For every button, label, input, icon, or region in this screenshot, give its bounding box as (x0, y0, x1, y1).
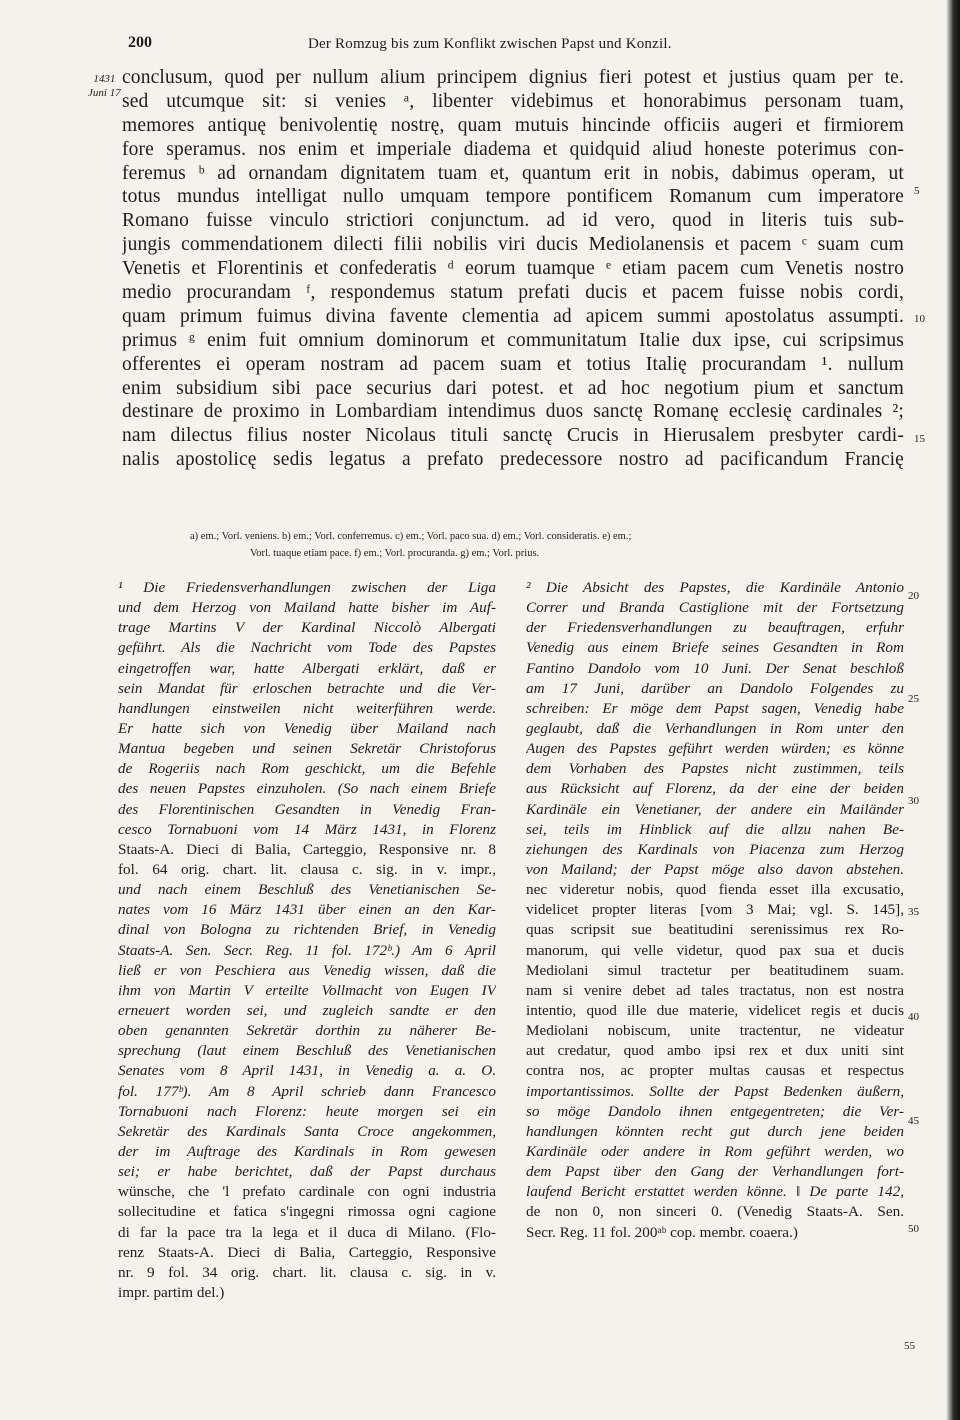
main-text (122, 66, 904, 472)
footnote-right-line: Correr und Branda Castiglione mit der Fortsetzung (526, 599, 904, 617)
main-text-line: feremus ᵇ ad ornandam dignitatem tuam et, quantum erit in nobis, dabimus operam, ut (122, 162, 904, 184)
footnote-right-line: Kardinäle oder andere in Rom geführt werden, wo (526, 1142, 904, 1160)
footnote-right-line: Secr. Reg. 11 fol. 200ᵃᵇ cop. membr. coaera.) (526, 1223, 798, 1241)
footnote-line-number: 30 (908, 795, 919, 807)
footnote-left-line: Sekretär des Kardinals Santa Croce angekommen, (118, 1122, 496, 1140)
footnote-left-line: und nach einem Beschluß des Venetianischen Se- (118, 881, 496, 899)
main-text-line: totus mundus intelligat nullo umquam tempore pontificem Romanum cum imperatore (122, 186, 904, 208)
footnote-left-line: sein Mandat für erloschen betrachte und die Ver- (118, 679, 496, 697)
footnote-left-line: des neuen Papstes einzuholen. (So nach einem Briefe (118, 780, 496, 798)
main-text-line: enim subsidium sibi pace securius dari potest. et ad hoc negotium pium et sanctum (122, 377, 904, 399)
footnote-right-line: aut credatur, quod ambo ipsi rex et dux uniti sint (526, 1042, 904, 1060)
main-text-line: Venetis et Florentinis et confederatis ᵈ eorum tuamque ᵉ etiam pacem cum Venetis nostro (122, 258, 904, 280)
margin-date-day: Juni 17 (88, 87, 121, 99)
footnote-left-line: Er hatte sich von Venedig über Mailand nach (118, 719, 496, 737)
footnote-right-line: ² Die Absicht des Papstes, die Kardinäle Antonio (526, 579, 904, 596)
footnote-left-line: handlungen einstweilen nicht weiterführen werde. (118, 699, 496, 717)
footnote-right-line: contra nos, ac propter multas causas et respectus (526, 1062, 904, 1080)
footnote-left-line: cesco Tornabuoni vom 14 März 1431, in Florenz (118, 820, 496, 838)
footnote-left-line: oben genannten Sekretär dorthin zu näherer Be- (118, 1022, 496, 1040)
main-text-line: nam dilectus filius noster Nicolaus tituli sanctę Crucis in Hierusalem presbyter cardi- (122, 425, 904, 447)
footnote-left-line: wünsche, che 'l prefato cardinale con ogni industria (118, 1183, 496, 1201)
footnote-right-line: dem Vorhaben des Papstes nicht zustimmen, teils (526, 760, 904, 778)
footnote-line-number: 20 (908, 590, 919, 602)
main-text-line: quam primum fuimus divina favente clementia ad apicem summi apostolatus assumpti. (122, 305, 904, 327)
footnote-right-line: nec videretur nobis, quod fienda esset illa excusatio, (526, 881, 904, 899)
footnote-left-line: Tornabuoni nach Florenz: heute morgen sei ein (118, 1102, 496, 1120)
footnote-left-line: geführt. Als die Nachricht vom Tode des Papstes (118, 639, 496, 657)
footnote-left-line: trage Martins V der Kardinal Niccolò Albergati (118, 619, 496, 637)
footnote-left-line: Staats-A. Sen. Secr. Reg. 11 fol. 172ᵇ.) Am 6 April (118, 941, 496, 959)
main-text-line: offerentes ei operam nostram ad pacem suam et totius Italię procurandam ¹. nullum (122, 353, 904, 375)
footnote-right-line: geglaubt, daß die Verhandlungen in Rom unter den (526, 719, 904, 737)
footnote-left-line: Staats-A. Dieci di Balia, Carteggio, Responsive nr. 8 (118, 840, 496, 858)
footnote-left-line: de Rogeriis nach Rom geschickt, um die Befehle (118, 760, 496, 778)
footnote-right-line: Mediolani simul tractetur per beatitudinem suam. (526, 961, 904, 979)
footnote-right-line: Augen des Papstes geführt werden würden; es könne (526, 740, 904, 758)
footnote-left-line: fol. 177ᵇ). Am 8 April schrieb dann Francesco (118, 1082, 496, 1100)
footnote-right-line: der Friedensverhandlungen zu beauftragen, erfuhr (526, 619, 904, 637)
footnote-right-line: nam si venire debet ad tales tractatus, non est nostra (526, 981, 904, 999)
apparatus-line: a) em.; Vorl. veniens. b) em.; Vorl. conferremus. c) em.; Vorl. paco sua. d) em.; Vorl. consideratis. e) em.; (190, 531, 632, 542)
footnote-right-column (526, 578, 904, 1243)
footnote-left-line: Senates vom 8 April 1431, in Venedig a. a. O. (118, 1062, 496, 1080)
footnote-right-line: quas scripsit sue beatitudini serenissimus rex Ro- (526, 921, 904, 939)
footnote-right-line: handlungen könnten recht gut durch jene beiden (526, 1122, 904, 1140)
main-line-number: 15 (914, 433, 925, 445)
main-text-line: Romano fuisse vinculo strictiori conjunctum. ad id vero, quod in literis tuis sub- (122, 210, 904, 232)
footnote-left-line: impr. partim del.) (118, 1283, 225, 1301)
main-text-line: medio procurandam ᶠ, respondemus statum prefati ducis et pacem fuisse nobis cordi, (122, 282, 904, 304)
footnote-left-line: sei; er habe berichtet, daß der Papst durchaus (118, 1163, 496, 1181)
main-text-line: destinare de proximo in Lombardiam intendimus duos sanctę Romanę ecclesię cardinales ²; (122, 401, 904, 423)
footnote-right-line: Mediolani nobiscum, unite tractentur, ne videatur (526, 1022, 904, 1040)
footnote-left-line: ¹ Die Friedensverhandlungen zwischen der Liga (118, 579, 496, 596)
critical-apparatus (190, 528, 910, 562)
footnote-right-line: so möge Dandolo ihnen entgegentreten; die Ver- (526, 1102, 904, 1120)
footnote-left-line: der im Auftrage des Kardinals in Rom gewesen (118, 1142, 496, 1160)
apparatus-line: Vorl. tuaque etiam pace. f) em.; Vorl. procuranda. g) em.; Vorl. prius. (250, 548, 540, 559)
main-line-number: 10 (914, 313, 925, 325)
page-binding-shadow (946, 0, 960, 1420)
main-text-line: jungis commendationem dilecti filii nobilis viri ducis Mediolanensis et pacem ᶜ suam cum (122, 234, 904, 256)
signature-mark: 55 (904, 1340, 915, 1352)
main-line-number: 5 (914, 185, 920, 197)
main-text-line: fore speramus. nos enim et imperiale diadema et quidquid aliud honeste poterimus con- (122, 138, 904, 160)
footnote-left-line: und dem Herzog von Mailand hatte bisher im Auf- (118, 599, 496, 617)
main-text-line: memores antiquę benivolentię nostrę, quam mutuis hincinde officiis augeri et firmiorem (122, 114, 904, 136)
margin-date-year: 1431 (93, 73, 116, 85)
footnote-left-line: fol. 64 orig. chart. lit. clausa c. sig. in v. impr., (118, 860, 496, 878)
footnote-right-line: Kardinäle ein Venetianer, der andere ein Mailänder (526, 800, 904, 818)
footnote-left-line: eingetroffen war, hatte Albergati erklärt, daß er (118, 659, 496, 677)
footnote-right-line: manorum, qui velle videtur, quod pax sua et ducis (526, 941, 904, 959)
footnote-line-number: 50 (908, 1223, 919, 1235)
main-text-line: sed utcumque sit: si venies ᵃ, libenter videbimus et honorabimus personam tuam, (122, 90, 904, 112)
margin-date (88, 72, 121, 100)
main-text-line: primus ᵍ enim fuit omnium dominorum et communitatum Italie dux ipse, cui scripsimus (122, 329, 904, 351)
footnote-right-line: aus Rücksicht auf Florenz, da der eine der beiden (526, 780, 904, 798)
footnote-left-line: di far la pace tra la lega et il duca di Milano. (Flo- (118, 1223, 496, 1241)
footnote-left-column (118, 578, 496, 1303)
footnote-left-line: Mantua begeben und seinen Sekretär Christoforus (118, 740, 496, 758)
footnote-left-line: erneuert worden sei, und zugleich sandte er den (118, 1001, 496, 1019)
footnote-left-line: renz Staats-A. Dieci di Balia, Carteggio, Responsive (118, 1243, 496, 1261)
running-title: Der Romzug bis zum Konflikt zwischen Papst und Konzil. (308, 36, 672, 52)
footnote-right-line: ziehungen des Kardinals von Piacenza zum Herzog (526, 840, 904, 858)
footnote-left-line: ließ er von Peschiera aus Venedig wissen, daß die (118, 961, 496, 979)
footnote-line-number: 35 (908, 906, 919, 918)
footnote-right-line: importantissimos. Sollte der Papst Bedenken äußern, (526, 1082, 904, 1100)
footnote-left-line: sprechung (laut einem Beschluß des Venetianischen (118, 1042, 496, 1060)
footnote-left-line: des Florentinischen Gesandten in Venedig Fran- (118, 800, 496, 818)
footnote-line-number: 40 (908, 1011, 919, 1023)
footnote-right-line: de non 0, non sinceri 0. (Venedig Staats-A. Sen. (526, 1203, 904, 1221)
page-number: 200 (128, 34, 152, 51)
main-text-line: nalis apostolicę sedis legatus a prefato predecessore nostro ad pacificandum Francię (122, 449, 904, 471)
footnote-right-line: sei, teils im Hinblick auf die allzu nahen Be- (526, 820, 904, 838)
footnote-left-line: sollecitudine et fatica s'ingegni rimossa ogni cagione (118, 1203, 496, 1221)
footnote-right-line: Fantino Dandolo vom 10 Juni. Der Senat beschloß (526, 659, 904, 677)
footnote-left-line: dinal von Bologna zu richtenden Brief, in Venedig (118, 921, 496, 939)
footnote-right-line: Venedig aus einem Briefe seines Gesandten in Rom (526, 639, 904, 657)
footnote-right-line: am 17 Juni, darüber an Dandolo Folgendes zu (526, 679, 904, 697)
footnote-right-line: laufend Bericht erstattet werden könne. ‖ De parte 142, (526, 1183, 904, 1201)
footnote-left-line: nr. 9 fol. 34 orig. chart. lit. clausa c. sig. in v. (118, 1263, 496, 1281)
footnote-right-line: intentio, quod ille due materie, videlicet regis et ducis (526, 1001, 904, 1019)
footnote-line-number: 25 (908, 693, 919, 705)
footnote-right-line: videlicet propter literas [vom 3 Mai; vgl. S. 145], (526, 901, 904, 919)
footnote-left-line: ihm von Martin V erteilte Vollmacht von Eugen IV (118, 981, 496, 999)
footnote-left-line: nates vom 16 März 1431 über einen an den Kar- (118, 901, 496, 919)
footnote-right-line: von Mailand; der Papst möge also davon abstehen. (526, 860, 904, 878)
main-text-line: conclusum, quod per nullum alium principem dignius fieri potest et justius quam per te. (122, 67, 904, 88)
footnote-right-line: schreiben: Er möge dem Papst sagen, Venedig habe (526, 699, 904, 717)
footnote-line-number: 45 (908, 1115, 919, 1127)
footnote-right-line: dem Papst über den Gang der Verhandlungen fort- (526, 1163, 904, 1181)
